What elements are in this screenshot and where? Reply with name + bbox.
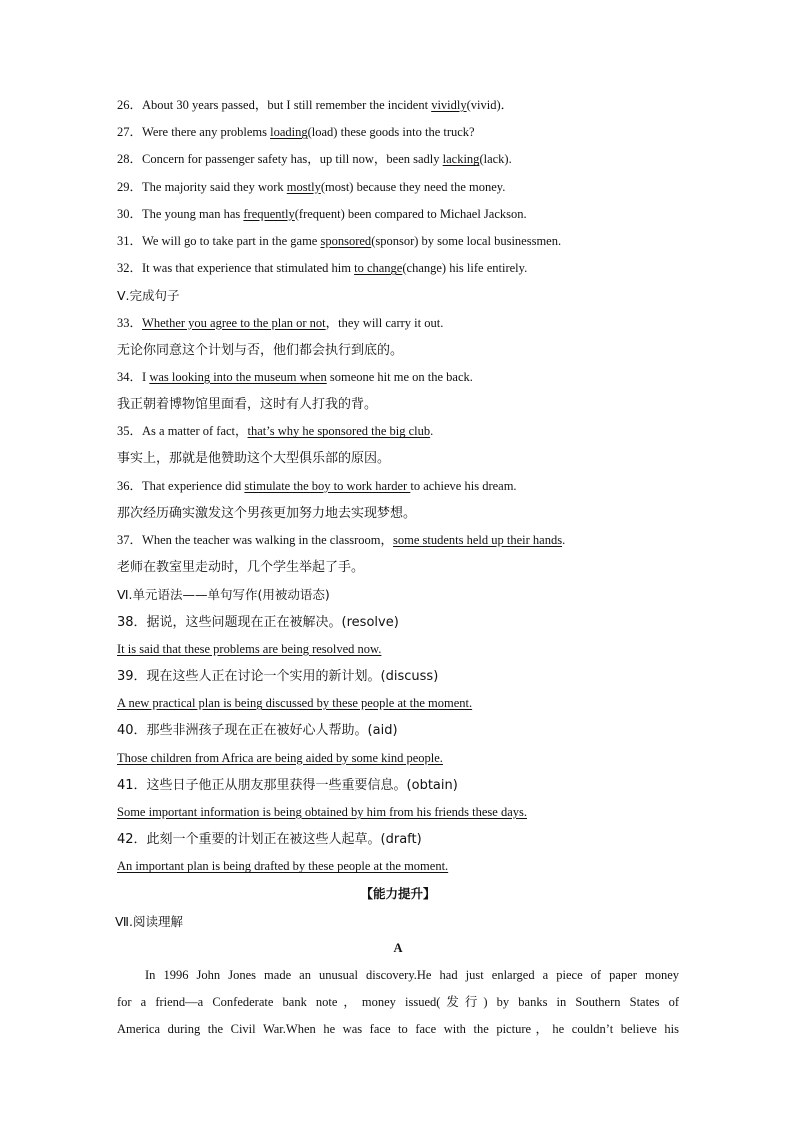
grammar-answer-line	[117, 799, 679, 826]
question-text-before: Were there any problems	[142, 125, 271, 140]
answer-phrase: stimulate the boy to work harder	[244, 478, 411, 493]
sentence-item	[117, 364, 679, 391]
grammar-items	[117, 609, 679, 881]
question-item	[117, 174, 679, 201]
grammar-answer-line	[117, 853, 679, 880]
grammar-answer-line	[117, 636, 679, 663]
question-number: 31．	[117, 233, 143, 248]
question-number: 29．	[117, 179, 143, 194]
question-number: 38．	[117, 614, 147, 630]
sentence-after: someone hit me on the back.	[326, 369, 473, 384]
question-text-after: (vivid)．	[466, 98, 514, 112]
question-number: 34．	[117, 369, 143, 384]
sentence-after: .	[562, 533, 566, 547]
grammar-answer-line	[117, 690, 679, 717]
question-text-before: The young man has	[142, 206, 244, 221]
question-text-before: Concern for passenger safety has，up till now，been sadly	[142, 152, 443, 167]
question-text-before: We will go to take part in the game	[142, 233, 321, 248]
question-item	[117, 119, 679, 146]
answer-phrase: Whether you agree to the plan or not	[142, 315, 326, 330]
question-item	[117, 228, 679, 255]
answer-word: frequently	[243, 206, 295, 221]
question-number: 32．	[117, 261, 143, 276]
question-text-before: About 30 years passed，but I still remember the incident	[142, 98, 432, 112]
answer-phrase: that’s why he sponsored the big club	[247, 424, 431, 439]
sentence-item	[117, 527, 679, 554]
answer-sentence: Some important information is being obtained by him from his friends these days.	[117, 804, 528, 819]
question-number: 39．	[117, 668, 147, 684]
question-prompt: 那些非洲孩子现在正在被好心人帮助。(aid)	[146, 723, 398, 739]
grammar-question	[117, 717, 679, 744]
answer-word: mostly	[286, 179, 321, 194]
answer-sentence: An important plan is being drafted by these people at the moment.	[117, 859, 449, 874]
grammar-question	[117, 663, 679, 690]
question-prompt: 这些日子他正从朋友那里获得一些重要信息。(obtain)	[146, 777, 458, 793]
question-number: 42．	[117, 832, 147, 848]
sentence-before: As a matter of fact，	[142, 424, 248, 439]
sentence-after: ，they will carry it out.	[325, 315, 444, 330]
passage-line: America during the Civil War.When he was face to face with the picture，he couldn’t believe his	[117, 1022, 679, 1037]
question-number: 27．	[117, 125, 143, 140]
question-prompt: 据说，这些问题现在正在被解决。(resolve)	[146, 614, 399, 630]
question-text-after: (lack).	[479, 152, 512, 167]
chinese-translation: 我正朝着博物馆里面看，这时有人打我的背。	[117, 397, 378, 413]
question-prompt: 此刻一个重要的计划正在被这些人起草。(draft)	[146, 832, 422, 848]
answer-word: loading	[270, 125, 308, 140]
chinese-translation: 那次经历确实激发这个男孩更加努力地去实现梦想。	[117, 505, 417, 521]
sentence-before: I	[142, 369, 150, 384]
grammar-question	[117, 826, 679, 853]
chinese-translation: 事实上，那就是他赞助这个大型俱乐部的原因。	[117, 451, 391, 467]
chinese-translation: 无论你同意这个计划与否，他们都会执行到底的。	[117, 342, 404, 358]
question-item	[117, 146, 679, 173]
grammar-question	[117, 772, 679, 799]
question-number: 30．	[117, 206, 143, 221]
question-item	[117, 92, 679, 119]
sentence-item	[117, 418, 679, 445]
fill-in-items	[117, 92, 679, 282]
question-item	[117, 255, 679, 282]
question-number: 35．	[117, 424, 143, 439]
sentence-after: .	[430, 424, 434, 439]
question-number: 33．	[117, 315, 143, 330]
sentence-before: That experience did	[142, 478, 245, 493]
passage-line: for a friend—a Confederate bank note，money issued(发行) by banks in Southern States of	[117, 995, 679, 1010]
question-text-after: (sponsor) by some local businessmen.	[371, 233, 562, 248]
answer-word: sponsored	[320, 233, 372, 248]
question-prompt: 现在这些人正在讨论一个实用的新计划。(discuss)	[146, 668, 439, 684]
answer-phrase: was looking into the museum when	[149, 369, 327, 384]
grammar-question	[117, 609, 679, 636]
grammar-answer-line	[117, 745, 679, 772]
passage-line: In 1996 John Jones made an unusual discovery.He had just enlarged a piece of paper money	[145, 968, 679, 982]
question-number: 28．	[117, 152, 143, 167]
answer-sentence: Those children from Africa are being aided by some kind people.	[117, 750, 443, 765]
answer-sentence: A new practical plan is being discussed by these people at the moment.	[117, 696, 473, 711]
sentence-item	[117, 310, 679, 337]
answer-phrase: some students held up their hands	[392, 533, 563, 547]
ability-heading: 【能力提升】	[360, 886, 436, 902]
section-title-reading: Ⅶ.阅读理解	[115, 913, 183, 929]
section-title-grammar: Ⅵ.单元语法——单句写作(用被动语态)	[117, 587, 330, 603]
sentence-item	[117, 473, 679, 500]
question-number: 26．	[117, 98, 143, 112]
question-text-after: (frequent) been compared to Michael Jackson.	[294, 206, 527, 221]
question-number: 40．	[117, 723, 147, 739]
worksheet-page	[117, 92, 679, 1044]
question-number: 37．	[117, 533, 143, 547]
chinese-translation: 老师在教室里走动时，几个学生举起了手。	[117, 560, 365, 576]
question-item	[117, 201, 679, 228]
question-number: 41．	[117, 777, 147, 793]
complete-sentence-items	[117, 310, 679, 582]
answer-word: vividly	[431, 98, 467, 112]
question-text-after: (change) his life entirely.	[402, 261, 528, 276]
question-text-after: (load) these goods into the truck?	[307, 125, 475, 140]
section-title-complete-sentences: Ⅴ.完成句子	[117, 288, 180, 304]
question-text-before: The majority said they work	[142, 179, 287, 194]
question-text-before: It was that experience that stimulated him	[142, 261, 355, 276]
passage-text	[117, 962, 679, 1044]
answer-sentence: It is said that these problems are being resolved now.	[117, 641, 382, 656]
answer-word: lacking	[442, 152, 480, 167]
sentence-after: to achieve his dream.	[410, 478, 517, 493]
answer-word: to change	[354, 261, 403, 276]
sentence-before: When the teacher was walking in the classroom，	[142, 533, 393, 547]
question-number: 36．	[117, 478, 143, 493]
passage-label: A	[393, 940, 403, 955]
question-text-after: (most) because they need the money.	[320, 179, 506, 194]
